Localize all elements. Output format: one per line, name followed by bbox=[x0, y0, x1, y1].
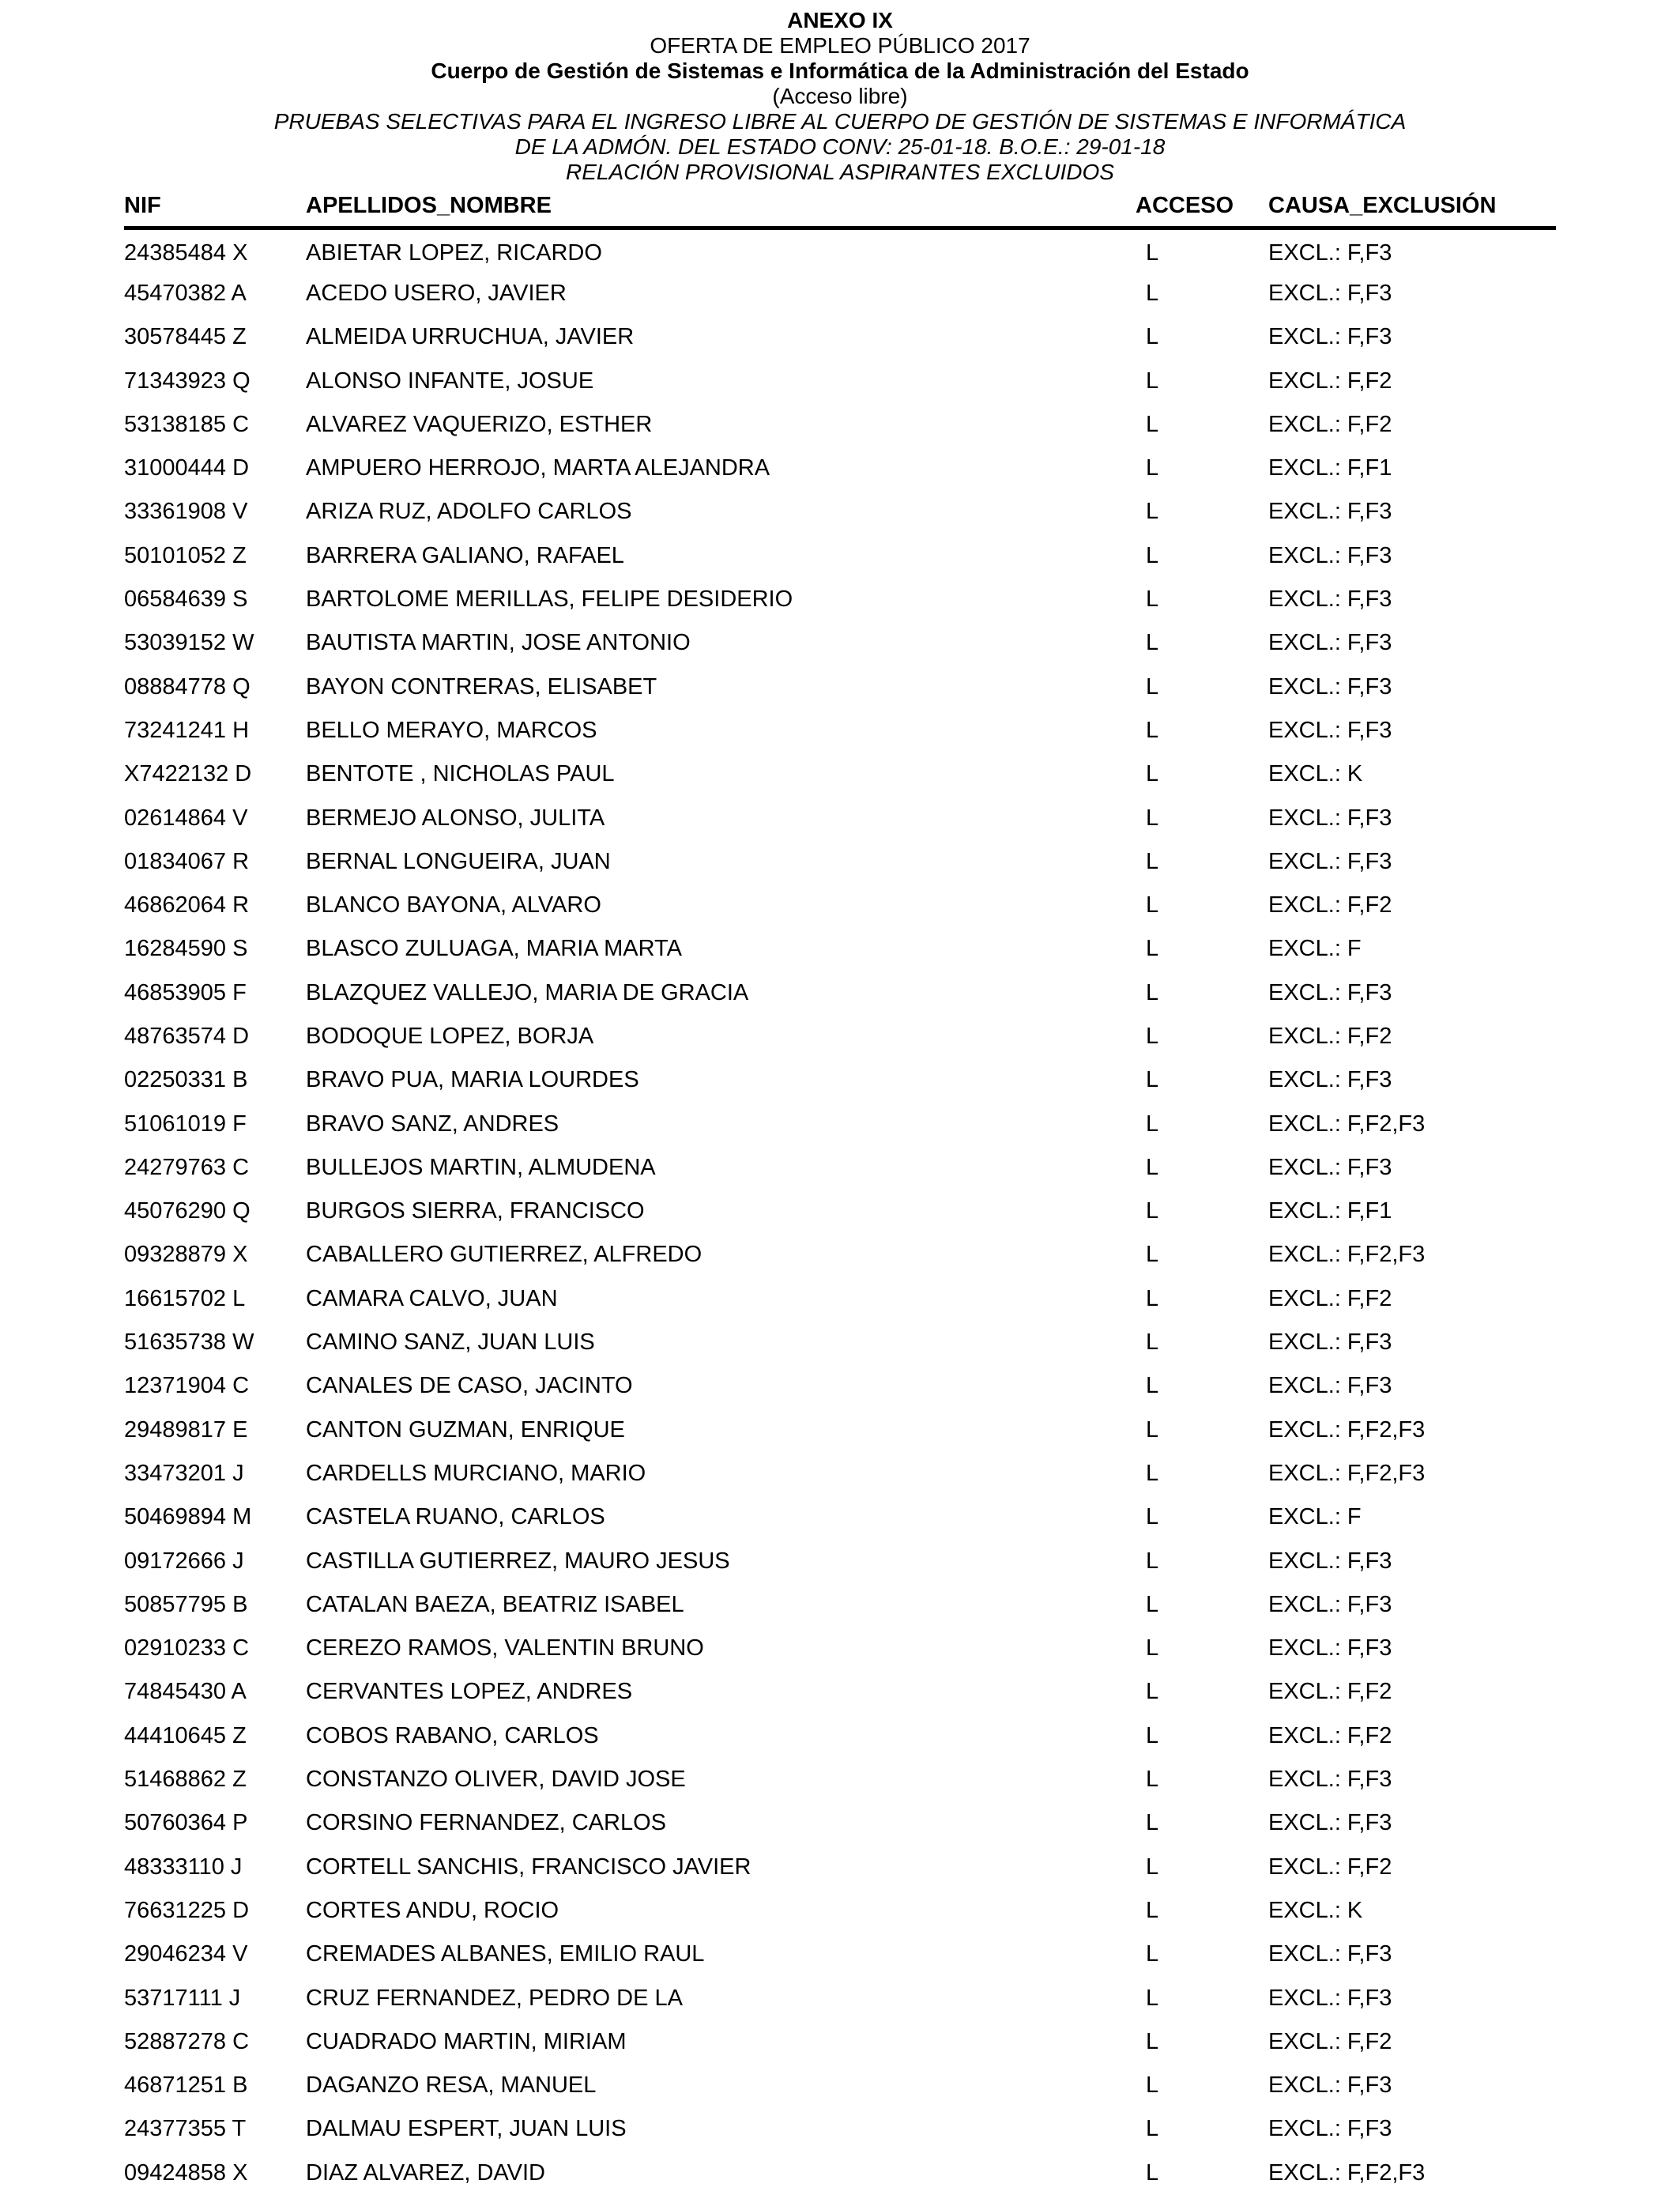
cell-acceso: L bbox=[1146, 1329, 1159, 1356]
cell-nif: 50857795 B bbox=[124, 1591, 248, 1617]
cell-causa: EXCL.: F,F3 bbox=[1268, 324, 1392, 350]
cell-nif: 02910233 C bbox=[124, 1635, 250, 1661]
annex-title: ANEXO IX bbox=[787, 8, 893, 32]
cell-causa: EXCL.: F,F3 bbox=[1268, 1373, 1392, 1399]
table-row bbox=[124, 403, 1556, 447]
cell-nif: 46862064 R bbox=[124, 892, 250, 918]
cell-nif: 51468862 Z bbox=[124, 1767, 247, 1793]
table-row bbox=[124, 1583, 1556, 1627]
cell-nif: 02250331 B bbox=[124, 1067, 248, 1093]
cell-name: AMPUERO HERROJO, MARTA ALEJANDRA bbox=[306, 455, 770, 481]
cell-acceso: L bbox=[1146, 2072, 1159, 2099]
cell-name: CATALAN BAEZA, BEATRIZ ISABEL bbox=[306, 1591, 684, 1617]
cell-name: BULLEJOS MARTIN, ALMUDENA bbox=[306, 1154, 656, 1180]
cell-name: CASTELA RUANO, CARLOS bbox=[306, 1504, 605, 1530]
cell-causa: EXCL.: F,F2,F3 bbox=[1268, 1416, 1426, 1443]
cell-acceso: L bbox=[1146, 2116, 1159, 2142]
cell-name: BLASCO ZULUAGA, MARIA MARTA bbox=[306, 936, 682, 962]
cell-name: CARDELLS MURCIANO, MARIO bbox=[306, 1460, 646, 1486]
cell-causa: EXCL.: F,F2,F3 bbox=[1268, 1111, 1426, 1137]
cell-nif: 09172666 J bbox=[124, 1548, 244, 1574]
table-row bbox=[124, 1801, 1556, 1845]
cell-acceso: L bbox=[1146, 761, 1159, 787]
cell-acceso: L bbox=[1146, 542, 1159, 568]
column-header-causa: CAUSA_EXCLUSIÓN bbox=[1268, 185, 1556, 228]
cell-acceso: L bbox=[1146, 848, 1159, 874]
table-row bbox=[124, 1058, 1556, 1102]
cell-causa: EXCL.: F,F3 bbox=[1268, 717, 1392, 743]
cell-nif: 29489817 E bbox=[124, 1416, 248, 1443]
cell-name: ARIZA RUZ, ADOLFO CARLOS bbox=[306, 499, 632, 525]
cell-causa: EXCL.: F,F3 bbox=[1268, 1067, 1392, 1093]
table-row bbox=[124, 2107, 1556, 2151]
cell-name: CABALLERO GUTIERREZ, ALFREDO bbox=[306, 1242, 703, 1268]
cell-name: ALONSO INFANTE, JOSUE bbox=[306, 368, 594, 394]
cell-acceso: L bbox=[1146, 2159, 1159, 2186]
table-body bbox=[124, 228, 1556, 2195]
table-row bbox=[124, 1321, 1556, 1364]
cell-causa: EXCL.: F,F3 bbox=[1268, 1591, 1392, 1617]
cell-acceso: L bbox=[1146, 239, 1159, 266]
cell-causa: EXCL.: F,F2 bbox=[1268, 2028, 1392, 2054]
document-header bbox=[0, 0, 1680, 185]
cell-causa: EXCL.: F,F2 bbox=[1268, 1854, 1392, 1880]
table-row bbox=[124, 578, 1556, 621]
cell-causa: EXCL.: F,F3 bbox=[1268, 239, 1392, 266]
cell-name: CUADRADO MARTIN, MIRIAM bbox=[306, 2028, 627, 2054]
cell-nif: 52887278 C bbox=[124, 2028, 250, 2054]
cell-acceso: L bbox=[1146, 1854, 1159, 1880]
cell-nif: 29046234 V bbox=[124, 1941, 248, 1967]
cell-causa: EXCL.: F,F3 bbox=[1268, 1548, 1392, 1574]
cell-name: CEREZO RAMOS, VALENTIN BRUNO bbox=[306, 1635, 704, 1661]
cell-name: DIAZ ALVAREZ, DAVID bbox=[306, 2159, 545, 2186]
cell-causa: EXCL.: F,F3 bbox=[1268, 542, 1392, 568]
cell-causa: EXCL.: F,F3 bbox=[1268, 1985, 1392, 2011]
cell-causa: EXCL.: F,F2,F3 bbox=[1268, 1242, 1426, 1268]
cell-acceso: L bbox=[1146, 2028, 1159, 2054]
cell-acceso: L bbox=[1146, 1679, 1159, 1705]
cell-acceso: L bbox=[1146, 1985, 1159, 2011]
cell-nif: 48333110 J bbox=[124, 1854, 243, 1880]
cell-causa: EXCL.: F,F2 bbox=[1268, 1679, 1392, 1705]
table-row bbox=[124, 534, 1556, 578]
table-row bbox=[124, 315, 1556, 359]
cell-causa: EXCL.: F,F3 bbox=[1268, 805, 1392, 831]
cell-name: CRUZ FERNANDEZ, PEDRO DE LA bbox=[306, 1985, 683, 2011]
cell-name: BLAZQUEZ VALLEJO, MARIA DE GRACIA bbox=[306, 979, 749, 1005]
cell-causa: EXCL.: F,F3 bbox=[1268, 979, 1392, 1005]
cell-name: CANTON GUZMAN, ENRIQUE bbox=[306, 1416, 625, 1443]
cell-name: BELLO MERAYO, MARCOS bbox=[306, 717, 597, 743]
table-row bbox=[124, 490, 1556, 534]
cell-causa: EXCL.: F,F3 bbox=[1268, 280, 1392, 306]
table-row bbox=[124, 1758, 1556, 1801]
table-row bbox=[124, 1627, 1556, 1670]
cell-nif: 08884778 Q bbox=[124, 673, 250, 700]
table-row bbox=[124, 1364, 1556, 1408]
column-header-acceso: ACCESO bbox=[1136, 185, 1268, 228]
cell-nif: 24279763 C bbox=[124, 1154, 250, 1180]
table-row bbox=[124, 1495, 1556, 1539]
selective-tests-line1: PRUEBAS SELECTIVAS PARA EL INGRESO LIBRE AL CUERPO DE GESTIÓN DE SISTEMAS E INFORMÁTICA bbox=[273, 109, 1407, 134]
cell-causa: EXCL.: F,F3 bbox=[1268, 1941, 1392, 1967]
cell-acceso: L bbox=[1146, 1591, 1159, 1617]
cell-name: DAGANZO RESA, MANUEL bbox=[306, 2072, 597, 2099]
table-row bbox=[124, 927, 1556, 971]
cell-name: ABIETAR LOPEZ, RICARDO bbox=[306, 239, 602, 266]
cell-acceso: L bbox=[1146, 1460, 1159, 1486]
cell-acceso: L bbox=[1146, 1373, 1159, 1399]
cell-nif: 53138185 C bbox=[124, 411, 250, 437]
cell-name: CORTES ANDU, ROCIO bbox=[306, 1897, 559, 1923]
cell-nif: 09328879 X bbox=[124, 1242, 248, 1268]
cell-nif: 45076290 Q bbox=[124, 1198, 250, 1224]
cell-acceso: L bbox=[1146, 1416, 1159, 1443]
table-row bbox=[124, 2152, 1556, 2195]
cell-acceso: L bbox=[1146, 586, 1159, 613]
table-row bbox=[124, 2064, 1556, 2107]
cell-acceso: L bbox=[1146, 411, 1159, 437]
cell-nif: 02614864 V bbox=[124, 805, 248, 831]
cell-name: BENTOTE , NICHOLAS PAUL bbox=[306, 761, 615, 787]
cell-causa: EXCL.: F,F2 bbox=[1268, 1722, 1392, 1748]
cell-causa: EXCL.: F,F2 bbox=[1268, 1023, 1392, 1049]
cell-name: CREMADES ALBANES, EMILIO RAUL bbox=[306, 1941, 705, 1967]
cell-name: ALVAREZ VAQUERIZO, ESTHER bbox=[306, 411, 653, 437]
cell-acceso: L bbox=[1146, 324, 1159, 350]
corps-title: Cuerpo de Gestión de Sistemas e Informática de la Administración del Estado bbox=[431, 58, 1249, 83]
cell-name: BAYON CONTRERAS, ELISABET bbox=[306, 673, 657, 700]
cell-name: BAUTISTA MARTIN, JOSE ANTONIO bbox=[306, 630, 691, 656]
cell-acceso: L bbox=[1146, 1198, 1159, 1224]
cell-acceso: L bbox=[1146, 1504, 1159, 1530]
cell-causa: EXCL.: F,F1 bbox=[1268, 455, 1392, 481]
cell-name: CORSINO FERNANDEZ, CARLOS bbox=[306, 1810, 666, 1836]
table-row bbox=[124, 1889, 1556, 1933]
cell-causa: EXCL.: F,F2,F3 bbox=[1268, 1460, 1426, 1486]
table-row bbox=[124, 1190, 1556, 1233]
cell-acceso: L bbox=[1146, 1635, 1159, 1661]
cell-nif: 50101052 Z bbox=[124, 542, 247, 568]
cell-acceso: L bbox=[1146, 892, 1159, 918]
selective-tests-line2: DE LA ADMÓN. DEL ESTADO CONV: 25-01-18. B.O.E.: 29-01-18 bbox=[514, 134, 1166, 159]
table-row bbox=[124, 1670, 1556, 1714]
cell-acceso: L bbox=[1146, 1722, 1159, 1748]
table-row bbox=[124, 1933, 1556, 1976]
cell-nif: 73241241 H bbox=[124, 717, 250, 743]
cell-acceso: L bbox=[1146, 936, 1159, 962]
cell-nif: 09424858 X bbox=[124, 2159, 248, 2186]
cell-causa: EXCL.: F,F3 bbox=[1268, 848, 1392, 874]
cell-causa: EXCL.: F,F3 bbox=[1268, 2072, 1392, 2099]
cell-nif: 33473201 J bbox=[124, 1460, 244, 1486]
cell-nif: 46871251 B bbox=[124, 2072, 248, 2099]
table-row bbox=[124, 1409, 1556, 1452]
table-row bbox=[124, 1452, 1556, 1495]
cell-causa: EXCL.: K bbox=[1268, 761, 1363, 787]
cell-name: BERNAL LONGUEIRA, JUAN bbox=[306, 848, 611, 874]
cell-causa: EXCL.: F,F2 bbox=[1268, 411, 1392, 437]
cell-acceso: L bbox=[1146, 1810, 1159, 1836]
cell-name: BRAVO PUA, MARIA LOURDES bbox=[306, 1067, 639, 1093]
cell-name: BLANCO BAYONA, ALVARO bbox=[306, 892, 601, 918]
cell-name: BARTOLOME MERILLAS, FELIPE DESIDERIO bbox=[306, 586, 793, 613]
cell-nif: 51061019 F bbox=[124, 1111, 247, 1137]
cell-name: COBOS RABANO, CARLOS bbox=[306, 1722, 599, 1748]
cell-nif: 45470382 A bbox=[124, 280, 247, 306]
cell-causa: EXCL.: F,F1 bbox=[1268, 1198, 1392, 1224]
cell-nif: X7422132 D bbox=[124, 761, 252, 787]
cell-causa: EXCL.: F,F2 bbox=[1268, 1285, 1392, 1311]
cell-name: BARRERA GALIANO, RAFAEL bbox=[306, 542, 624, 568]
cell-nif: 12371904 C bbox=[124, 1373, 250, 1399]
cell-acceso: L bbox=[1146, 1548, 1159, 1574]
cell-causa: EXCL.: F,F2,F3 bbox=[1268, 2159, 1426, 2186]
cell-causa: EXCL.: F,F2 bbox=[1268, 892, 1392, 918]
cell-nif: 16284590 S bbox=[124, 936, 248, 962]
cell-causa: EXCL.: F,F3 bbox=[1268, 1767, 1392, 1793]
cell-acceso: L bbox=[1146, 1767, 1159, 1793]
cell-nif: 71343923 Q bbox=[124, 368, 250, 394]
offer-title: OFERTA DE EMPLEO PÚBLICO 2017 bbox=[650, 33, 1030, 58]
cell-acceso: L bbox=[1146, 368, 1159, 394]
table-row bbox=[124, 1233, 1556, 1277]
cell-acceso: L bbox=[1146, 1285, 1159, 1311]
cell-nif: 16615702 L bbox=[124, 1285, 246, 1311]
cell-causa: EXCL.: F,F3 bbox=[1268, 1635, 1392, 1661]
table-row bbox=[124, 1146, 1556, 1190]
cell-nif: 31000444 D bbox=[124, 455, 250, 481]
list-title: RELACIÓN PROVISIONAL ASPIRANTES EXCLUIDOS bbox=[566, 160, 1114, 184]
cell-name: CAMARA CALVO, JUAN bbox=[306, 1285, 558, 1311]
cell-acceso: L bbox=[1146, 805, 1159, 831]
table-row bbox=[124, 2020, 1556, 2064]
cell-causa: EXCL.: F,F3 bbox=[1268, 1329, 1392, 1356]
table-row bbox=[124, 1102, 1556, 1145]
cell-causa: EXCL.: F,F3 bbox=[1268, 2116, 1392, 2142]
cell-causa: EXCL.: F,F3 bbox=[1268, 1154, 1392, 1180]
cell-acceso: L bbox=[1146, 455, 1159, 481]
table-row bbox=[124, 1539, 1556, 1582]
cell-causa: EXCL.: F,F3 bbox=[1268, 586, 1392, 613]
access-type: (Acceso libre) bbox=[772, 84, 908, 108]
cell-name: CONSTANZO OLIVER, DAVID JOSE bbox=[306, 1767, 686, 1793]
cell-name: BRAVO SANZ, ANDRES bbox=[306, 1111, 559, 1137]
table-row bbox=[124, 1845, 1556, 1888]
cell-acceso: L bbox=[1146, 979, 1159, 1005]
cell-acceso: L bbox=[1146, 1154, 1159, 1180]
cell-nif: 53039152 W bbox=[124, 630, 254, 656]
cell-nif: 33361908 V bbox=[124, 499, 248, 525]
cell-name: BERMEJO ALONSO, JULITA bbox=[306, 805, 605, 831]
cell-acceso: L bbox=[1146, 499, 1159, 525]
cell-nif: 44410645 Z bbox=[124, 1722, 247, 1748]
cell-acceso: L bbox=[1146, 1897, 1159, 1923]
cell-acceso: L bbox=[1146, 1023, 1159, 1049]
cell-causa: EXCL.: F,F3 bbox=[1268, 673, 1392, 700]
cell-name: BODOQUE LOPEZ, BORJA bbox=[306, 1023, 594, 1049]
table-row bbox=[124, 665, 1556, 708]
cell-name: CAMINO SANZ, JUAN LUIS bbox=[306, 1329, 595, 1356]
cell-acceso: L bbox=[1146, 673, 1159, 700]
cell-nif: 51635738 W bbox=[124, 1329, 254, 1356]
cell-nif: 50469894 M bbox=[124, 1504, 252, 1530]
cell-acceso: L bbox=[1146, 280, 1159, 306]
cell-nif: 74845430 A bbox=[124, 1679, 247, 1705]
table-row bbox=[124, 447, 1556, 490]
table-row bbox=[124, 796, 1556, 839]
table-row bbox=[124, 228, 1556, 272]
cell-causa: EXCL.: F bbox=[1268, 936, 1362, 962]
cell-name: CANALES DE CASO, JACINTO bbox=[306, 1373, 633, 1399]
table-row bbox=[124, 272, 1556, 315]
cell-nif: 76631225 D bbox=[124, 1897, 250, 1923]
table-row bbox=[124, 1277, 1556, 1321]
cell-acceso: L bbox=[1146, 1941, 1159, 1967]
cell-nif: 24377355 T bbox=[124, 2116, 247, 2142]
table-header-row bbox=[124, 185, 1556, 228]
cell-nif: 46853905 F bbox=[124, 979, 247, 1005]
cell-causa: EXCL.: F,F3 bbox=[1268, 499, 1392, 525]
cell-acceso: L bbox=[1146, 1067, 1159, 1093]
cell-nif: 06584639 S bbox=[124, 586, 248, 613]
table-row bbox=[124, 971, 1556, 1015]
cell-name: CASTILLA GUTIERREZ, MAURO JESUS bbox=[306, 1548, 730, 1574]
cell-nif: 50760364 P bbox=[124, 1810, 248, 1836]
cell-causa: EXCL.: F,F2 bbox=[1268, 368, 1392, 394]
cell-name: BURGOS SIERRA, FRANCISCO bbox=[306, 1198, 645, 1224]
table-row bbox=[124, 1015, 1556, 1058]
column-header-name: APELLIDOS_NOMBRE bbox=[306, 185, 1136, 228]
cell-causa: EXCL.: F bbox=[1268, 1504, 1362, 1530]
cell-causa: EXCL.: F,F3 bbox=[1268, 1810, 1392, 1836]
table-row bbox=[124, 884, 1556, 927]
cell-causa: EXCL.: K bbox=[1268, 1897, 1363, 1923]
table-row bbox=[124, 840, 1556, 884]
cell-nif: 24385484 X bbox=[124, 239, 248, 266]
cell-name: CERVANTES LOPEZ, ANDRES bbox=[306, 1679, 633, 1705]
table-row bbox=[124, 1976, 1556, 2020]
cell-acceso: L bbox=[1146, 717, 1159, 743]
table-row bbox=[124, 1714, 1556, 1758]
excluded-applicants-table bbox=[124, 185, 1556, 2195]
cell-name: ACEDO USERO, JAVIER bbox=[306, 280, 567, 306]
cell-nif: 01834067 R bbox=[124, 848, 250, 874]
cell-causa: EXCL.: F,F3 bbox=[1268, 630, 1392, 656]
cell-name: CORTELL SANCHIS, FRANCISCO JAVIER bbox=[306, 1854, 751, 1880]
table-row bbox=[124, 621, 1556, 665]
cell-acceso: L bbox=[1146, 630, 1159, 656]
cell-nif: 48763574 D bbox=[124, 1023, 250, 1049]
cell-acceso: L bbox=[1146, 1111, 1159, 1137]
cell-nif: 53717111 J bbox=[124, 1985, 241, 2011]
table-row bbox=[124, 709, 1556, 752]
cell-acceso: L bbox=[1146, 1242, 1159, 1268]
column-header-nif: NIF bbox=[124, 185, 306, 228]
cell-name: DALMAU ESPERT, JUAN LUIS bbox=[306, 2116, 627, 2142]
cell-name: ALMEIDA URRUCHUA, JAVIER bbox=[306, 324, 635, 350]
cell-nif: 30578445 Z bbox=[124, 324, 247, 350]
table-row bbox=[124, 752, 1556, 796]
table-row bbox=[124, 359, 1556, 402]
